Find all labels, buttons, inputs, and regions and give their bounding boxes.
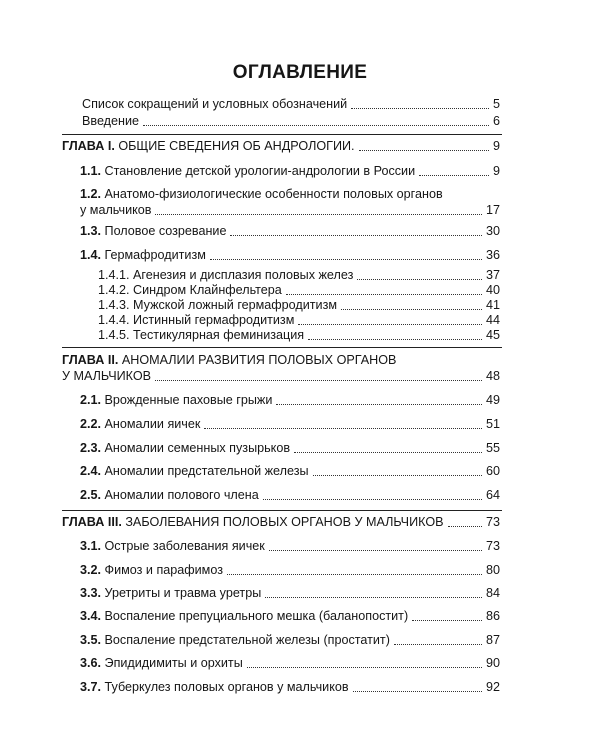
toc-section-2-2[interactable] xyxy=(80,417,500,432)
toc-section-3-7[interactable] xyxy=(80,680,500,695)
toc-section-2-5[interactable] xyxy=(80,488,500,503)
page-number: 6 xyxy=(492,114,500,128)
page-number: 64 xyxy=(485,488,500,502)
dot-leader xyxy=(265,597,482,598)
section-number: 2.1. xyxy=(80,393,102,407)
entry-text: Аномалии семенных пузырьков xyxy=(104,441,291,455)
dot-leader xyxy=(341,309,482,310)
page-number: 41 xyxy=(485,298,500,312)
subsection-number: 1.4.3. xyxy=(98,298,130,312)
page-number: 48 xyxy=(485,369,500,383)
toc-chapter-2-line1[interactable] xyxy=(62,352,396,368)
dot-leader xyxy=(263,499,482,500)
page-title: ОГЛАВЛЕНИЕ xyxy=(232,62,368,83)
entry-text: Введение xyxy=(82,114,140,128)
page-number: 80 xyxy=(485,563,500,577)
section-number: 3.4. xyxy=(80,609,102,623)
section-number: 2.5. xyxy=(80,488,102,502)
toc-subsection-1-4-5[interactable] xyxy=(98,328,500,343)
entry-text: Аномалии предстательной железы xyxy=(104,464,309,478)
entry-text: Половое созревание xyxy=(104,224,227,238)
page-number: 36 xyxy=(485,248,500,262)
section-number: 1.2. xyxy=(80,187,102,201)
dot-leader xyxy=(357,279,482,280)
entry-text: Агенезия и дисплазия половых желез xyxy=(133,268,354,282)
page-number: 9 xyxy=(492,139,500,153)
dot-leader xyxy=(419,175,489,176)
page-number: 86 xyxy=(485,609,500,623)
page-number: 55 xyxy=(485,441,500,455)
section-number: 3.6. xyxy=(80,656,102,670)
section-number: 1.4. xyxy=(80,248,102,262)
chapter-label: ГЛАВА II. xyxy=(62,353,119,367)
toc-section-3-6[interactable] xyxy=(80,656,500,671)
toc-subsection-1-4-4[interactable] xyxy=(98,313,500,328)
entry-text: Тестикулярная феминизация xyxy=(133,328,305,342)
dot-leader xyxy=(210,259,482,260)
chapter-title: АНОМАЛИИ РАЗВИТИЯ ПОЛОВЫХ ОРГАНОВ xyxy=(121,353,397,367)
page-number: 17 xyxy=(485,203,500,217)
entry-text: Воспаление предстательной железы (простатит) xyxy=(104,633,390,647)
entry-text: Истинный гермафродитизм xyxy=(133,313,295,327)
entry-text: Анатомо-физиологические особенности половых органов xyxy=(104,187,443,201)
dot-leader xyxy=(286,294,482,295)
section-number: 2.3. xyxy=(80,441,102,455)
section-number: 3.3. xyxy=(80,586,102,600)
dot-leader xyxy=(353,691,482,692)
dot-leader xyxy=(308,339,482,340)
toc-chapter-3[interactable] xyxy=(62,515,500,530)
page-number: 84 xyxy=(485,586,500,600)
toc-section-1-4[interactable] xyxy=(80,248,500,263)
dot-leader xyxy=(155,380,482,381)
chapter-title-line2: У МАЛЬЧИКОВ xyxy=(62,369,152,383)
toc-section-2-1[interactable] xyxy=(80,393,500,408)
toc-section-1-2-line1[interactable] xyxy=(80,186,443,202)
toc-chapter-2[interactable] xyxy=(62,369,500,384)
dot-leader xyxy=(313,475,482,476)
page-number: 37 xyxy=(485,268,500,282)
toc-section-2-3[interactable] xyxy=(80,441,500,456)
entry-text: Гермафродитизм xyxy=(104,248,206,262)
section-number: 3.2. xyxy=(80,563,102,577)
dot-leader xyxy=(155,214,482,215)
page-number: 45 xyxy=(485,328,500,342)
section-number: 2.2. xyxy=(80,417,102,431)
section-number: 3.5. xyxy=(80,633,102,647)
dot-leader xyxy=(294,452,482,453)
entry-text: Фимоз и парафимоз xyxy=(104,563,223,577)
entry-text: Аномалии яичек xyxy=(104,417,201,431)
toc-subsection-1-4-1[interactable] xyxy=(98,268,500,283)
dot-leader xyxy=(204,428,482,429)
entry-text: Туберкулез половых органов у мальчиков xyxy=(104,680,349,694)
dot-leader xyxy=(448,526,482,527)
toc-entry-introduction[interactable] xyxy=(82,114,500,129)
toc-subsection-1-4-3[interactable] xyxy=(98,298,500,313)
chapter-title: ОБЩИЕ СВЕДЕНИЯ ОБ АНДРОЛОГИИ. xyxy=(118,139,355,153)
dot-leader xyxy=(247,667,482,668)
toc-section-2-4[interactable] xyxy=(80,464,500,479)
chapter-label: ГЛАВА III. xyxy=(62,515,122,529)
page-number: 92 xyxy=(485,680,500,694)
page-number: 9 xyxy=(492,164,500,178)
toc-entry-abbreviations[interactable] xyxy=(82,97,500,112)
section-number: 1.3. xyxy=(80,224,102,238)
entry-text: Острые заболевания яичек xyxy=(104,539,265,553)
section-number: 3.1. xyxy=(80,539,102,553)
page-number: 60 xyxy=(485,464,500,478)
chapter-divider xyxy=(62,347,502,348)
entry-text: Врожденные паховые грыжи xyxy=(104,393,273,407)
toc-section-3-1[interactable] xyxy=(80,539,500,554)
entry-text: Мужской ложный гермафродитизм xyxy=(133,298,338,312)
dot-leader xyxy=(412,620,482,621)
subsection-number: 1.4.4. xyxy=(98,313,130,327)
entry-text: у мальчиков xyxy=(80,203,152,217)
page-number: 73 xyxy=(485,515,500,529)
dot-leader xyxy=(394,644,482,645)
dot-leader xyxy=(227,574,482,575)
page-number: 40 xyxy=(485,283,500,297)
subsection-number: 1.4.5. xyxy=(98,328,130,342)
subsection-number: 1.4.1. xyxy=(98,268,130,282)
dot-leader xyxy=(269,550,482,551)
toc-section-1-2[interactable] xyxy=(80,203,500,218)
entry-text: Эпидидимиты и орхиты xyxy=(104,656,243,670)
chapter-title: ЗАБОЛЕВАНИЯ ПОЛОВЫХ ОРГАНОВ У МАЛЬЧИКОВ xyxy=(125,515,444,529)
toc-section-3-5[interactable] xyxy=(80,633,500,648)
page-number: 49 xyxy=(485,393,500,407)
page-number: 30 xyxy=(485,224,500,238)
chapter-divider xyxy=(62,134,502,135)
dot-leader xyxy=(143,125,489,126)
entry-text: Список сокращений и условных обозначений xyxy=(82,97,348,111)
toc-chapter-1[interactable] xyxy=(62,139,500,154)
dot-leader xyxy=(359,150,489,151)
page-number: 90 xyxy=(485,656,500,670)
chapter-label: ГЛАВА I. xyxy=(62,139,115,153)
dot-leader xyxy=(351,108,489,109)
entry-text: Воспаление препуциального мешка (баланопостит) xyxy=(104,609,409,623)
section-number: 3.7. xyxy=(80,680,102,694)
page-number: 87 xyxy=(485,633,500,647)
entry-text: Аномалии полового члена xyxy=(104,488,259,502)
chapter-divider xyxy=(62,510,502,511)
entry-text: Становление детской урологии-андрологии в России xyxy=(104,164,416,178)
toc-section-1-3[interactable] xyxy=(80,224,500,239)
entry-text: Синдром Клайнфельтера xyxy=(133,283,282,297)
toc-section-3-2[interactable] xyxy=(80,563,500,578)
page-number: 51 xyxy=(485,417,500,431)
page-number: 5 xyxy=(492,97,500,111)
toc-section-1-1[interactable] xyxy=(80,164,500,179)
entry-text: Уретриты и травма уретры xyxy=(104,586,262,600)
page-number: 44 xyxy=(485,313,500,327)
toc-section-3-3[interactable] xyxy=(80,586,500,601)
section-number: 1.1. xyxy=(80,164,102,178)
toc-subsection-1-4-2[interactable] xyxy=(98,283,500,298)
dot-leader xyxy=(276,404,482,405)
page-number: 73 xyxy=(485,539,500,553)
dot-leader xyxy=(230,235,482,236)
subsection-number: 1.4.2. xyxy=(98,283,130,297)
dot-leader xyxy=(298,324,482,325)
section-number: 2.4. xyxy=(80,464,102,478)
toc-section-3-4[interactable] xyxy=(80,609,500,624)
